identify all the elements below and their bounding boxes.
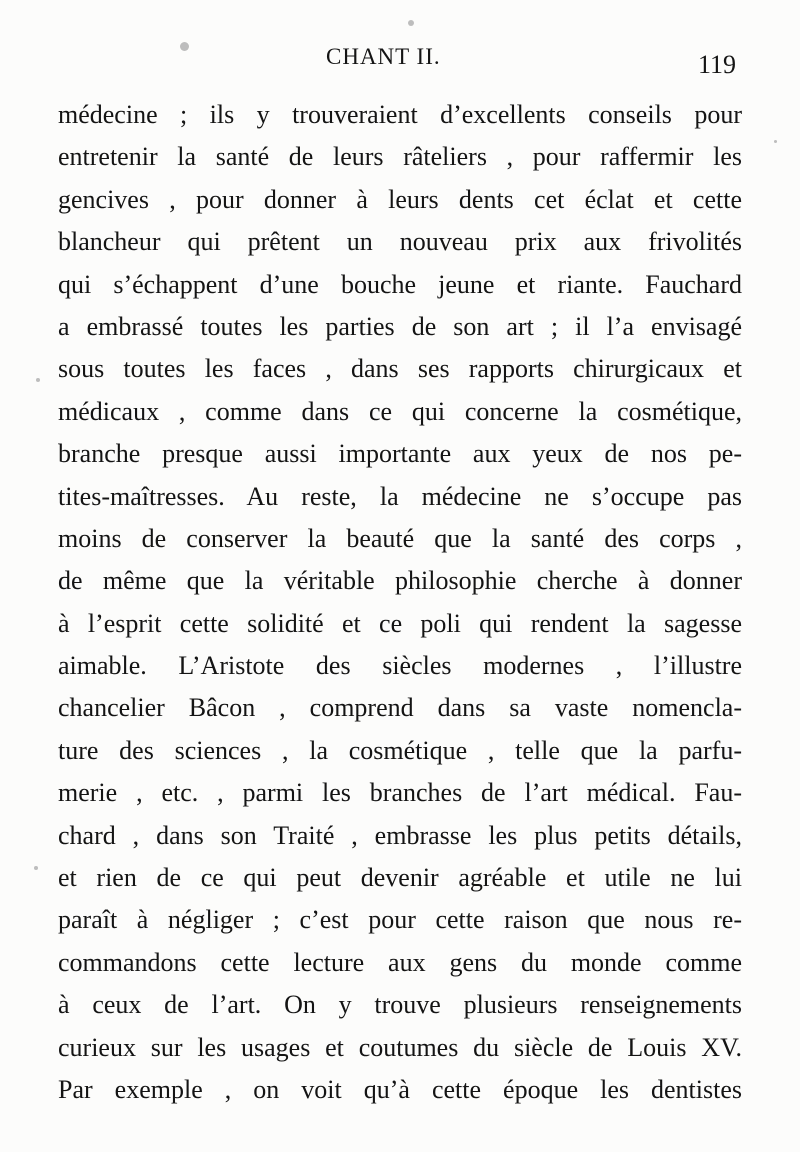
text-line-21: commandons cette lecture aux gens du monde comme [58,947,742,977]
text-line-12: de même que la véritable philosophie cherche à donner [58,566,742,596]
print-speck [34,866,38,870]
text-line-19: et rien de ce qui peut devenir agréable et utile ne lui [58,863,742,893]
print-speck [36,378,40,382]
text-line-7: sous toutes les faces , dans ses rapports chirurgicaux et [58,354,742,384]
text-line-20: paraît à négliger ; c’est pour cette raison que nous re- [58,905,742,935]
text-line-15: chancelier Bâcon , comprend dans sa vaste nomencla- [58,693,742,723]
text-line-1: médecine ; ils y trouveraient d’excellents conseils pour [58,100,742,129]
text-line-11: moins de conserver la beauté que la santé des corps , [58,523,742,553]
running-head [0,40,800,80]
running-title: CHANT II. [326,44,441,69]
text-line-24: Par exemple , on voit qu’à cette époque les dentistes [58,1074,742,1104]
print-speck [408,20,414,26]
text-line-2: entretenir la santé de leurs râteliers , pour raffermir les [58,142,742,172]
text-line-17: merie , etc. , parmi les branches de l’art médical. Fau- [58,778,742,808]
text-line-23: curieux sur les usages et coutumes du siècle de Louis XV. [58,1032,742,1062]
text-line-9: branche presque aussi importante aux yeux de nos pe- [58,439,742,469]
text-line-6: a embrassé toutes les parties de son art ; il l’a envisagé [58,311,742,341]
text-line-10: tites-maîtresses. Au reste, la médecine ne s’occupe pas [58,481,742,511]
body-text [58,94,742,1111]
text-line-18: chard , dans son Traité , embrasse les plus petits détails, [58,820,742,850]
text-line-14: aimable. L’Aristote des siècles modernes , l’illustre [58,651,742,681]
text-line-4: blancheur qui prêtent un nouveau prix aux frivolités [58,227,742,257]
text-line-13: à l’esprit cette solidité et ce poli qui rendent la sagesse [58,608,742,638]
print-speck [774,140,777,143]
text-line-5: qui s’échappent d’une bouche jeune et riante. Fauchard [58,269,742,299]
page-number: 119 [698,50,737,79]
text-line-3: gencives , pour donner à leurs dents cet éclat et cette [58,184,742,214]
text-line-8: médicaux , comme dans ce qui concerne la cosmétique, [58,396,742,426]
text-line-16: ture des sciences , la cosmétique , telle que la parfu- [58,735,742,765]
print-speck [180,42,189,51]
text-line-22: à ceux de l’art. On y trouve plusieurs renseignements [58,990,742,1020]
